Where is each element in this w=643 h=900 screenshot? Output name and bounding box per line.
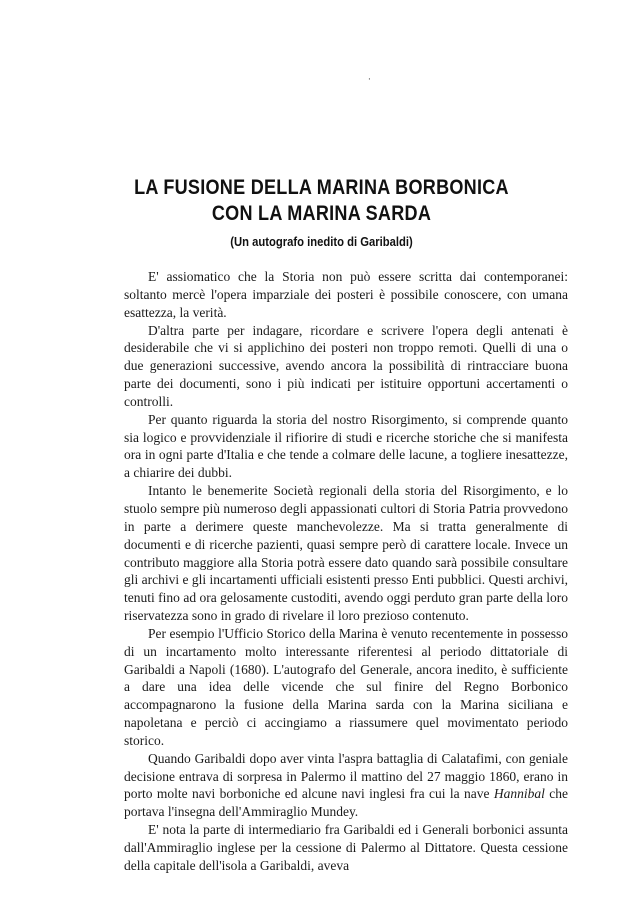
paragraph-6: Quando Garibaldi dopo aver vinta l'aspra battaglia di Calatafimi, con geniale decisione entrava di sorpresa in Palermo il mattino del 27 maggio 1860, erano in porto molte navi borboniche ed alcune navi inglesi fra cui la nave Hannibal che portava l'insegna dell'Ammiraglio Mundey. xyxy=(124,750,569,820)
article-title-line-2: CON LA MARINA SARDA xyxy=(211,202,432,225)
article-subtitle: (Un autografo inedito di Garibaldi) xyxy=(230,235,413,249)
paragraph-4: Intanto le benemerite Società regionali della storia del Risorgimento, e lo stuolo sempre più numeroso degli appassionati cultori di Storia Patria provvedono in parte a derimere queste manchevolezze. Ma si tratta generalmente di documenti e di ricerche pazienti, quasi sempre però di carattere locale. Invece un contributo maggiore alla Storia potrà essere dato quando sarà possibile consultare gli archivi e gli incartamenti ufficiali esistenti presso Enti pubblici. Questi archivi, tenuti fino ad ora gelosamente custoditi, avendo oggi perduto gran parte della loro riservatezza sono in grado di rivelare il loro prezioso contenuto. xyxy=(124,483,569,624)
article-body xyxy=(124,268,568,875)
article-title-line-1: LA FUSIONE DELLA MARINA BORBONICA xyxy=(134,176,509,199)
paragraph-7: E' nota la parte di intermediario fra Garibaldi ed i Generali borbonici assunta dall'Ammiraglio inglese per la cessione di Palermo al Dittatore. Questa cessione della capitale dell'isola a Garibaldi, aveva xyxy=(124,822,568,873)
paragraph-5: Per esempio l'Ufficio Storico della Marina è venuto recentemente in possesso di un incartamento molto interessante riferentesi al periodo dittatoriale di Garibaldi a Napoli (1680). L'autografo del Generale, ancora inedito, è sufficiente a dare una idea delle vicende che sul finire del Regno Borbonico accompagnarono la fusione della Marina sarda con la Marina siciliana e napoletana e perciò ci accingiamo a riassumere quel movimentato periodo storico. xyxy=(124,625,568,748)
ship-name: Hannibal xyxy=(493,786,545,802)
paragraph-1: E' assiomatico che la Storia non può essere scritta dai contemporanei: soltanto mercè l'opera imparziale dei posteri è possibile conoscere, con umana esattezza, la verità. xyxy=(124,269,568,320)
paragraph-2: D'altra parte per indagare, ricordare e scrivere l'opera degli antenati è desiderabile che vi si applichino dei posteri non troppo remoti. Quelli di una o due generazioni successive, avendo ancora la possibilità di rintracciare buona parte dei documenti, sono i più indicati per istituire opportuni accertamenti o controlli. xyxy=(124,322,568,409)
paragraph-3: Per quanto riguarda la storia del nostro Risorgimento, si comprende quanto sia logico e provvidenziale il rifiorire di studi e ricerche storiche che si manifesta ora in ogni parte d'Italia e che tende a colmare delle lacune, a togliere inesattezze, a chiarire dei dubbi. xyxy=(124,411,568,481)
print-speck: · xyxy=(368,75,371,85)
